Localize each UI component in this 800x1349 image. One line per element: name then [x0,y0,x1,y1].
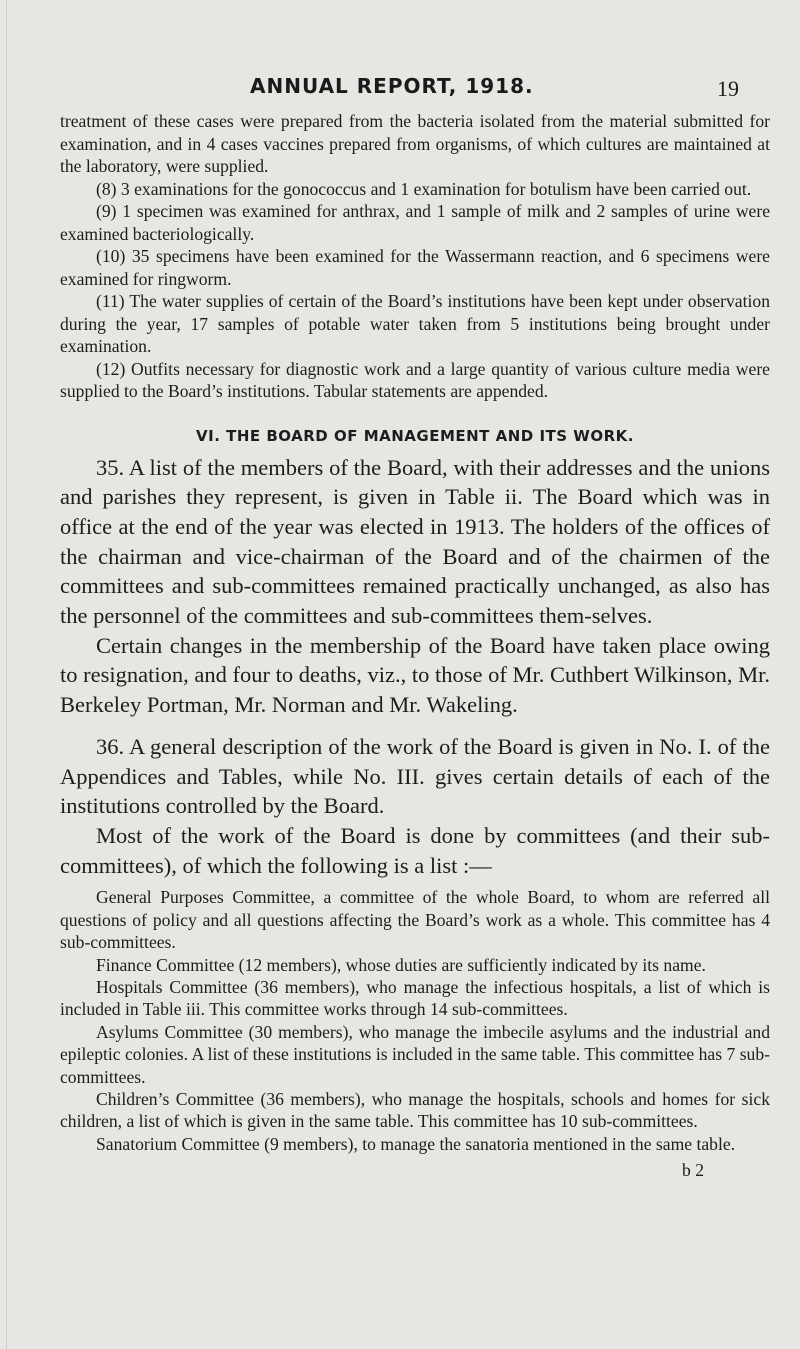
committee-item: General Purposes Committee, a committee of the whole Board, to whom are referred all questions of policy and all questions affecting the Board’s work as a whole. This committee has 4 sub-committees. [60,887,770,953]
page-header [250,74,770,104]
section-paragraph: Most of the work of the Board is done by committees (and their sub-committees), of which the following is a list :— [60,822,770,878]
item-paragraph: treatment of these cases were prepared from the bacteria isolated from the material submitted for examination, and in 4 cases vaccines prepared from organisms, of which cultures are maintained at the laboratory, were supplied. [60,111,770,176]
committee-list [60,886,770,1155]
item-paragraph: (8) 3 examinations for the gonococcus and 1 examination for botulism have been carried out. [96,178,752,199]
section-heading: VI. THE BOARD OF MANAGEMENT AND ITS WORK. [196,426,634,445]
committee-item: Asylums Committee (30 members), who manage the imbecile asylums and the industrial and epileptic colonies. A list of these institutions is included in the same table. This committee has 7 sub-committees. [60,1021,770,1087]
section-body [60,453,770,881]
signature-mark: b 2 [682,1160,704,1181]
section-paragraph: 36. A general description of the work of the Board is given in No. I. of the Appendices and Tables, while No. III. gives certain details of each of the institutions controlled by the Board. [60,733,770,819]
section-paragraph: 35. A list of the members of the Board, with their addresses and the unions and parishes they represent, is given in Table ii. The Board which was in office at the end of the year was elected in 1913. The holders of the offices of the chairman and vice-chairman of the Board and of the chairmen of the committees and sub-committees remained practically unchanged, as also has the personnel of the committees and sub-committees them-selves. [60,454,770,629]
committee-item: Finance Committee (12 members), whose duties are sufficiently indicated by its name. [96,954,706,975]
running-title: ANNUAL REPORT, 1918. [250,74,534,98]
committee-item: Children’s Committee (36 members), who manage the hospitals, schools and homes for sick children, a list of which is given in the same table. This committee has 10 sub-committees. [60,1089,770,1132]
laboratory-items [60,110,770,403]
item-paragraph: (9) 1 specimen was examined for anthrax, and 1 sample of milk and 2 samples of urine were examined bacteriologically. [60,201,770,244]
section-paragraph: Certain changes in the membership of the Board have taken place owing to resignation, and four to deaths, viz., to those of Mr. Cuthbert Wilkinson, Mr. Berkeley Portman, Mr. Norman and Mr. Wakeling. [60,632,770,718]
page-body [60,110,770,1181]
item-paragraph: (12) Outfits necessary for diagnostic work and a large quantity of various culture media were supplied to the Board’s institutions. Tabular statements are appended. [60,358,770,401]
item-paragraph: (11) The water supplies of certain of the Board’s institutions have been kept under observation during the year, 17 samples of potable water taken from 5 institutions being brought under examination. [60,291,770,356]
item-paragraph: (10) 35 specimens have been examined for the Wassermann reaction, and 6 specimens were examined for ringworm. [60,246,770,289]
committee-item: Hospitals Committee (36 members), who manage the infectious hospitals, a list of which is included in Table iii. This committee works through 14 sub-committees. [60,976,770,1020]
page-edge [6,0,7,1349]
committee-item: Sanatorium Committee (9 members), to manage the sanatoria mentioned in the same table. [96,1133,736,1154]
page-number: 19 [717,76,739,101]
